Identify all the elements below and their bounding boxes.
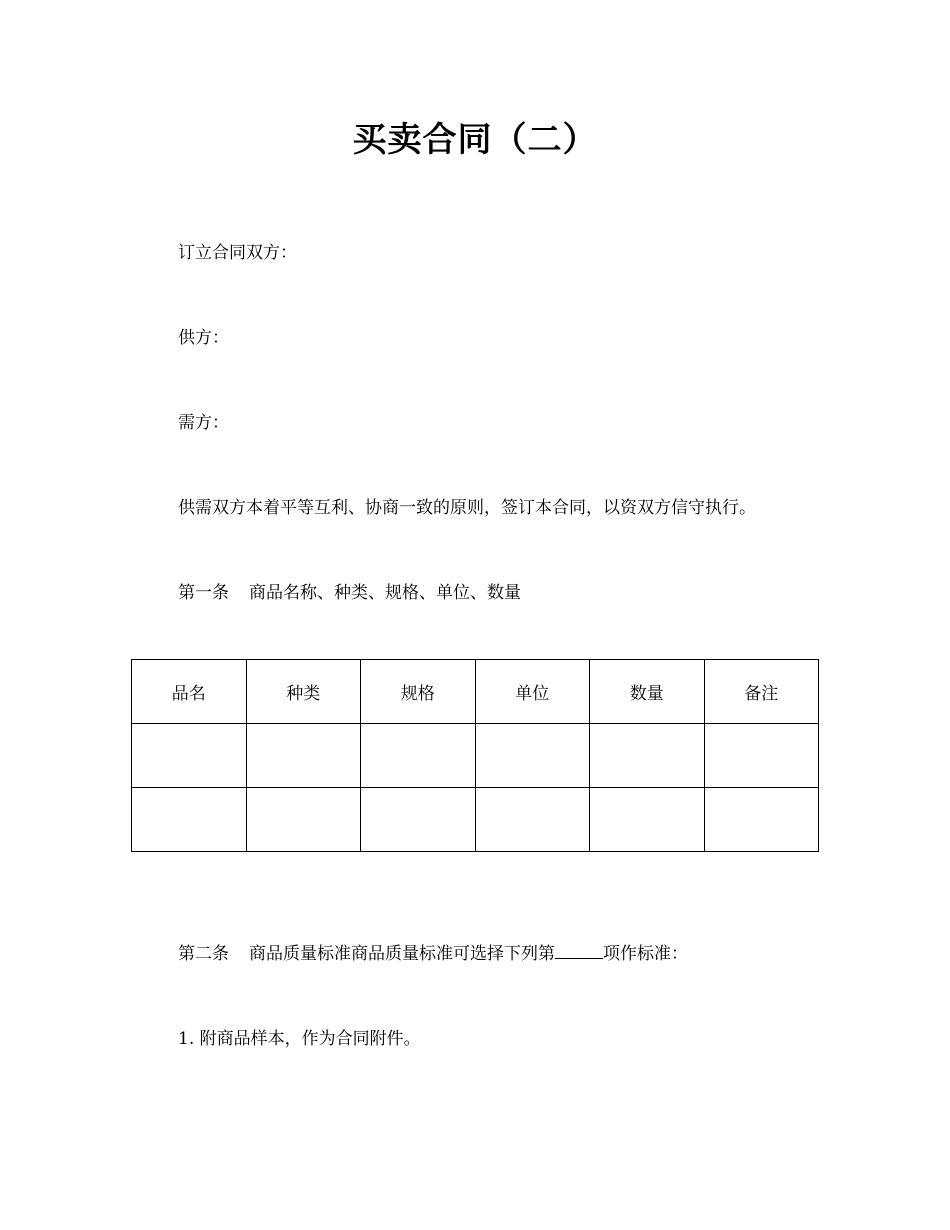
table-cell: [590, 788, 705, 852]
supplier-label: 供方：: [178, 328, 229, 348]
table-row: [132, 724, 819, 788]
table-cell: [475, 724, 590, 788]
article-1-text: 商品名称、种类、规格、单位、数量: [249, 583, 521, 603]
table-cell: [704, 724, 819, 788]
preamble-paragraph: 供需双方本着平等互利、协商一致的原则，签订本合同，以资双方信守执行。: [178, 498, 756, 518]
article-2-heading: [178, 942, 688, 965]
header-cell-spec: 规格: [361, 660, 476, 724]
header-cell-quantity: 数量: [590, 660, 705, 724]
quality-option-1: 1. 附商品样本，作为合同附件。: [178, 1029, 421, 1049]
buyer-label: 需方：: [178, 413, 229, 433]
parties-heading: 订立合同双方：: [178, 243, 297, 263]
header-cell-category: 种类: [246, 660, 361, 724]
header-cell-unit: 单位: [475, 660, 590, 724]
table-header-row: [132, 660, 819, 724]
article-2-text-end: 项作标准：: [603, 944, 688, 964]
article-2-text: 商品质量标准商品质量标准可选择下列第: [249, 944, 555, 964]
table-cell: [704, 788, 819, 852]
table-cell: [246, 724, 361, 788]
fill-in-blank: [555, 942, 603, 959]
header-cell-remarks: 备注: [704, 660, 819, 724]
table-cell: [132, 788, 247, 852]
article-1-number: 第一条: [178, 583, 229, 603]
goods-table: [131, 659, 819, 852]
table-cell: [475, 788, 590, 852]
document-title: 买卖合同（二）: [352, 120, 598, 160]
table-cell: [246, 788, 361, 852]
table-cell: [361, 788, 476, 852]
table-row: [132, 788, 819, 852]
article-1-heading: [178, 582, 521, 604]
table-cell: [361, 724, 476, 788]
header-cell-name: 品名: [132, 660, 247, 724]
table-cell: [590, 724, 705, 788]
article-2-number: 第二条: [178, 944, 229, 964]
table-cell: [132, 724, 247, 788]
